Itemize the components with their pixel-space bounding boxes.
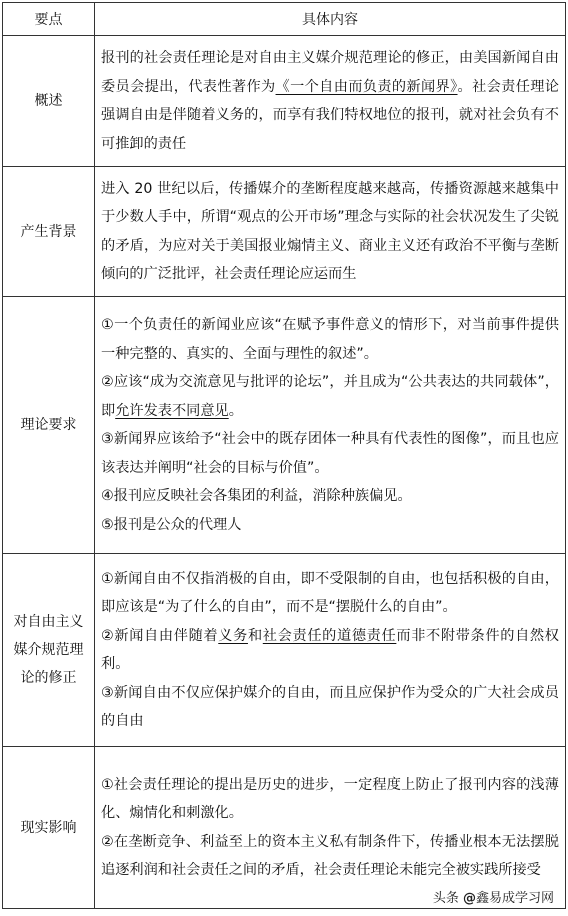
content-text: ②在垄断竞争、利益至上的资本主义私有制条件下，传播业根本无法摆脱追逐利润和社会责任之间的矛盾，社会责任理论未能完全被实践所接受 [101,833,559,878]
row-key-point: 概述 [3,36,95,167]
content-paragraph [101,622,559,679]
row-content [95,554,566,747]
content-paragraph [101,511,559,540]
row-key-point: 产生背景 [3,167,95,297]
content-paragraph [101,828,559,885]
content-text: 报刊的社会责任理论是对自由主义媒介规范理论的修正，由美国新闻自由委员会提出，代表性著作为 [101,50,559,95]
watermark-at: @ [462,891,476,906]
content-text: ⑤报刊是公众的代理人 [101,516,242,533]
row-content [95,297,566,554]
row-key-point: 理论要求 [3,297,95,554]
row-content [95,747,566,909]
table-row [3,297,566,554]
content-text: ①社会责任理论的提出是历史的进步，一定程度上防止了报刊内容的浅薄化、煽情化和刺激化。 [101,776,559,821]
content-text: 。社会责任理论强调自由是伴随着义务的，而享有我们特权地位的报刊，就对社会负有不可推卸的责任 [101,78,559,152]
header-col-content: 具体内容 [95,3,566,36]
row-key-point: 现实影响 [3,747,95,909]
content-text: ②新闻自由伴随着 [101,627,219,644]
content-text: ③新闻界应该给予“社会中的既存团体一种具有代表性的图像”，而且也应该表达并阐明“社会的目标与价值”。 [101,431,559,476]
table-row [3,36,566,167]
row-key-point: 对自由主义媒介规范理论的修正 [3,554,95,747]
row-content [95,167,566,297]
content-paragraph [101,771,559,828]
content-paragraph [101,368,559,425]
content-paragraph [101,44,559,158]
underlined-text: 社会责任的道德责任 [262,627,397,644]
content-text: 和 [247,627,263,644]
content-text: 进入 20 世纪以后，传播媒介的垄断程度越来越高，传播资源越来越集中于少数人手中，所谓“观点的公开市场”理念与实际的社会状况发生了尖锐的矛盾，为应对关于美国报业煽情主义、商业主义还有政治不平衡与垄断倾向的广泛批评，社会责任理论应运而生 [101,180,559,282]
watermark-prefix: 头条 [432,891,463,906]
watermark [431,887,556,906]
content-text: 。 [228,402,243,419]
table-row [3,554,566,747]
content-table [2,2,566,909]
content-text: ②应该“成为交流意见与批评的论坛”，并且成为“公共表达的共同载体”，即 [101,374,559,419]
content-paragraph [101,425,559,482]
underlined-text: 允许发表不同意见 [115,402,229,419]
table-row [3,747,566,909]
underlined-text: 义务 [218,627,248,644]
table-header-row [3,3,566,36]
watermark-name: 鑫易成学习网 [475,891,554,906]
content-paragraph [101,175,559,289]
content-paragraph [101,565,559,622]
content-paragraph [101,679,559,736]
content-text: ③新闻自由不仅应保护媒介的自由，而且应保护作为受众的广大社会成员的自由 [101,684,559,729]
content-text: ①新闻自由不仅指消极的自由，即不受限制的自由，也包括积极的自由，即应该是“为了什么的自由”，而不是“摆脱什么的自由”。 [101,570,559,615]
content-text: 而非不附带条件的自然权利。 [101,627,559,672]
header-col-key-points: 要点 [3,3,95,36]
row-content [95,36,566,167]
content-text: ④报刊应反映社会各集团的利益，消除种族偏见。 [101,488,412,504]
table-row [3,167,566,297]
underlined-text: 《一个自由而负责的新闻界》 [275,78,458,95]
content-paragraph [101,482,559,511]
content-paragraph [101,311,559,368]
content-text: ①一个负责任的新闻业应该“在赋予事件意义的情形下，对当前事件提供一种完整的、真实的、全面与理性的叙述”。 [101,317,559,362]
